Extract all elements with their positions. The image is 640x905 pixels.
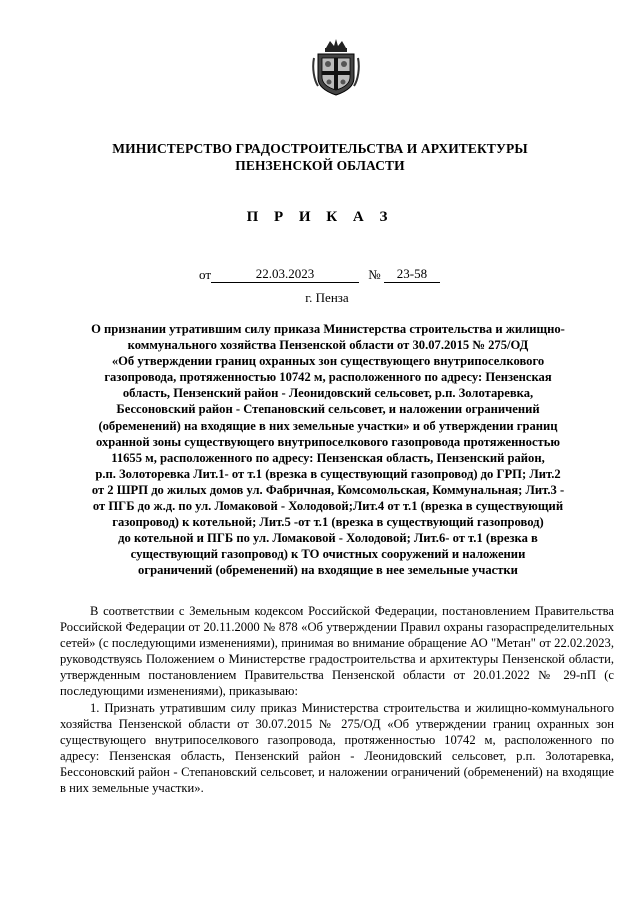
ministry-name-line1: МИНИСТЕРСТВО ГРАДОСТРОИТЕЛЬСТВА И АРХИТЕКТУРЫ — [112, 141, 528, 156]
order-number: 23-58 — [384, 266, 440, 283]
heading-line: ограничений (обременений) на входящие в нее земельные участки — [138, 563, 518, 578]
order-date: 22.03.2023 — [211, 266, 359, 283]
heading-line: от ПГБ до ж.д. по ул. Ломаковой - Холодовой;Лит.4 от т.1 (врезка в существующий — [92, 499, 564, 514]
body-paragraph-item-1: 1. Признать утратившим силу приказ Министерства строительства и жилищно-коммунального хозяйства Пензенской области от 30.07.2015 № 275/ОД «Об утверждении границ охранных зон существующего внутрипоселкового газопровода, протяженностью 10742 м, расположенного по адресу: Пензенская область, Пензенский район - Леонидовский сельсовет, р.п. Золотаревка, Бессоновский район - Степановский сельсовет, и наложении ограничений (обременений) на входящие в них земельные участки». — [60, 700, 614, 796]
heading-line: газопровод) к котельной; Лит.5 -от т.1 (врезка в существующий газопровод) — [112, 515, 544, 530]
order-date-number-line — [199, 266, 440, 282]
heading-line: «Об утверждении границ охранных зон существующего внутрипоселкового — [111, 354, 545, 369]
city: г. Пенза — [305, 290, 349, 305]
heading-line: область, Пензенский район - Леонидовский сельсовет, р.п. Золотаревка, — [122, 386, 534, 401]
penza-region-coat-of-arms-icon — [312, 38, 360, 96]
order-body — [60, 603, 614, 796]
number-prefix: № — [368, 267, 381, 282]
heading-line: р.п. Золоторевка Лит.1- от т.1 (врезка в существующий газопровод) до ГРП; Лит.2 — [95, 466, 561, 481]
heading-line: до котельной и ПГБ по ул. Ломаковой - Холодовой; Лит.6- от т.1 (врезка в — [118, 531, 538, 546]
body-paragraph-preamble: В соответствии с Земельным кодексом Российской Федерации, постановлением Правительства Российской Федерации от 20.11.2000 № 878 «Об утверждении Правил охраны газораспределительных сетей» (с последующими изменениями), принимая во внимание обращение АО "Метан" от 22.02.2023, руководствуясь Положением о Министерстве градостроительства и архитектуры Пензенской области, утвержденным постановлением Правительства Пензенской области от 20.01.2022 № 29-пП (с последующими изменениями), приказываю: — [60, 604, 614, 699]
heading-line: 11655 м, расположенного по адресу: Пензенская область, Пензенский район, — [111, 450, 545, 465]
heading-line: существующий газопровод) к ТО очистных сооружений и наложении — [130, 547, 526, 562]
order-title: П Р И К А З — [246, 209, 394, 225]
heading-line: О признании утратившим силу приказа Министерства строительства и жилищно- — [91, 322, 565, 336]
heading-line: от 2 ШРП до жилых домов ул. Фабричная, Комсомольская, Коммунальная; Лит.3 - — [91, 482, 565, 497]
ministry-name — [60, 140, 580, 174]
heading-line: коммунального хозяйства Пензенской области от 30.07.2015 № 275/ОД — [127, 338, 529, 353]
order-heading — [58, 321, 598, 579]
heading-line: (обременений) на входящие в них земельные участки» и об утверждении границ — [98, 418, 558, 433]
date-prefix: от — [199, 267, 212, 282]
heading-line: газопровода, протяженностью 10742 м, расположенного по адресу: Пензенская — [104, 370, 552, 385]
heading-line: Бессоновский район - Степановский сельсовет, и наложении ограничений — [116, 402, 540, 417]
ministry-name-line2: ПЕНЗЕНСКОЙ ОБЛАСТИ — [235, 158, 405, 173]
heading-line: охранной зоны существующего внутрипоселкового газопровода протяженностью — [95, 434, 561, 449]
